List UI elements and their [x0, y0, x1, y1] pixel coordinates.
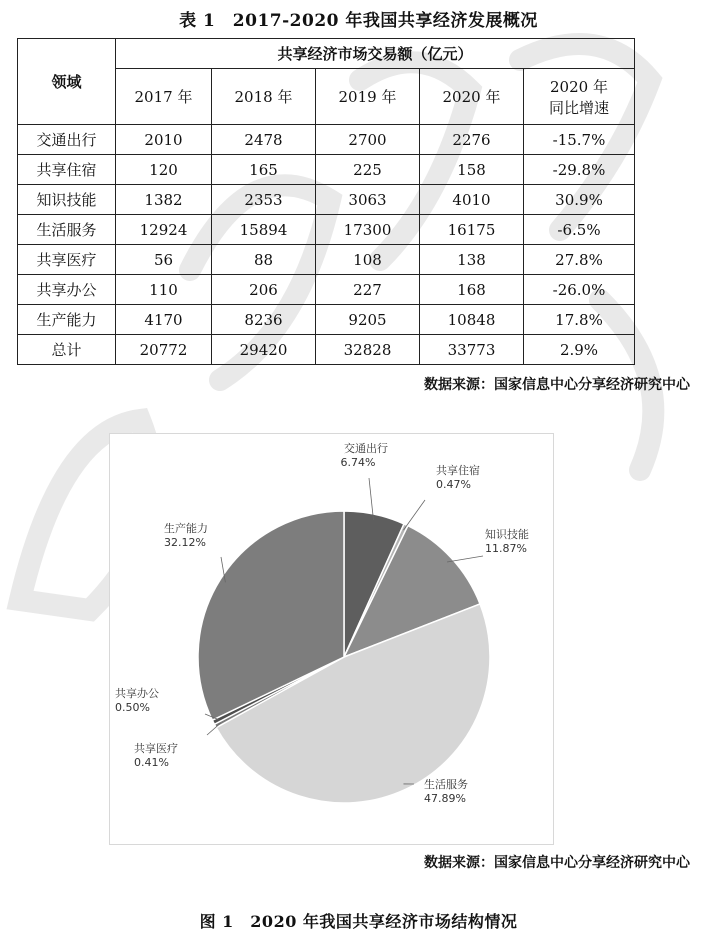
slice-label: 生产能力 — [164, 522, 208, 535]
cell-value: 206 — [212, 275, 316, 305]
table-row — [18, 125, 635, 155]
table-row — [18, 275, 635, 305]
cell-value: 120 — [116, 155, 212, 185]
cell-value: 15894 — [212, 215, 316, 245]
table-row — [18, 185, 635, 215]
slice-label: 共享办公 — [115, 687, 159, 700]
cell-value: 225 — [316, 155, 420, 185]
figure-caption: 图 1 2020 年我国共享经济市场结构情况 — [199, 912, 518, 931]
slice-label: 共享住宿 — [436, 464, 480, 477]
cell-value: 2353 — [212, 185, 316, 215]
slice-value-label: 6.74% — [340, 456, 376, 469]
row-label: 共享办公 — [18, 275, 116, 305]
slice-label: 交通出行 — [344, 442, 388, 455]
column-header-field: 领域 — [18, 39, 116, 125]
pie-chart-frame — [109, 433, 554, 845]
cell-value: 227 — [316, 275, 420, 305]
cell-value: 9205 — [316, 305, 420, 335]
slice-value-label: 47.89% — [424, 792, 466, 805]
cell-value: 2010 — [116, 125, 212, 155]
cell-value: 20772 — [116, 335, 212, 365]
cell-value: 8236 — [212, 305, 316, 335]
cell-value: 168 — [420, 275, 524, 305]
column-header-year: 2017 年 — [116, 69, 212, 125]
slice-label: 知识技能 — [485, 528, 529, 541]
cell-value: 110 — [116, 275, 212, 305]
cell-value: 3063 — [316, 185, 420, 215]
data-table — [17, 38, 635, 365]
pie-chart — [110, 434, 553, 844]
cell-growth: -26.0% — [524, 275, 635, 305]
cell-value: 4170 — [116, 305, 212, 335]
row-label: 共享医疗 — [18, 245, 116, 275]
row-label: 交通出行 — [18, 125, 116, 155]
slice-label: 生活服务 — [424, 778, 468, 791]
cell-value: 17300 — [316, 215, 420, 245]
chart-source: 数据来源：国家信息中心分享经济研究中心 — [424, 855, 690, 871]
cell-value: 12924 — [116, 215, 212, 245]
cell-value: 2478 — [212, 125, 316, 155]
cell-value: 138 — [420, 245, 524, 275]
cell-growth: 30.9% — [524, 185, 635, 215]
cell-value: 1382 — [116, 185, 212, 215]
row-label: 总计 — [18, 335, 116, 365]
cell-value: 29420 — [212, 335, 316, 365]
cell-growth: -6.5% — [524, 215, 635, 245]
column-header-year: 2018 年 — [212, 69, 316, 125]
row-label: 生产能力 — [18, 305, 116, 335]
slice-value-label: 0.50% — [115, 701, 150, 714]
cell-growth: -29.8% — [524, 155, 635, 185]
column-header-year: 2020 年 — [420, 69, 524, 125]
row-label: 共享住宿 — [18, 155, 116, 185]
cell-value: 16175 — [420, 215, 524, 245]
cell-value: 165 — [212, 155, 316, 185]
leader-line — [403, 500, 425, 530]
cell-value: 2276 — [420, 125, 524, 155]
cell-value: 108 — [316, 245, 420, 275]
cell-value: 158 — [420, 155, 524, 185]
row-label: 知识技能 — [18, 185, 116, 215]
table-total-row — [18, 335, 635, 365]
slice-value-label: 0.47% — [436, 478, 471, 491]
cell-growth: 2.9% — [524, 335, 635, 365]
table-row — [18, 305, 635, 335]
cell-growth: 27.8% — [524, 245, 635, 275]
table-row — [18, 155, 635, 185]
cell-value: 4010 — [420, 185, 524, 215]
column-group-header: 共享经济市场交易额（亿元） — [116, 39, 635, 69]
cell-value: 88 — [212, 245, 316, 275]
slice-value-label: 32.12% — [164, 536, 206, 549]
slice-value-label: 11.87% — [485, 542, 527, 555]
cell-value: 10848 — [420, 305, 524, 335]
table-title: 表 1 2017-2020 年我国共享经济发展概况 — [179, 11, 538, 31]
growth-header-line1: 2020 年 — [550, 77, 608, 96]
table-row — [18, 245, 635, 275]
table-source: 数据来源：国家信息中心分享经济研究中心 — [424, 377, 690, 393]
column-header-growth — [524, 69, 635, 125]
column-header-year: 2019 年 — [316, 69, 420, 125]
cell-growth: -15.7% — [524, 125, 635, 155]
cell-value: 32828 — [316, 335, 420, 365]
cell-value: 56 — [116, 245, 212, 275]
growth-header-line2: 同比增速 — [548, 98, 609, 117]
row-label: 生活服务 — [18, 215, 116, 245]
slice-value-label: 0.41% — [134, 756, 169, 769]
cell-growth: 17.8% — [524, 305, 635, 335]
cell-value: 33773 — [420, 335, 524, 365]
cell-value: 2700 — [316, 125, 420, 155]
slice-label: 共享医疗 — [134, 742, 178, 755]
table-row — [18, 215, 635, 245]
